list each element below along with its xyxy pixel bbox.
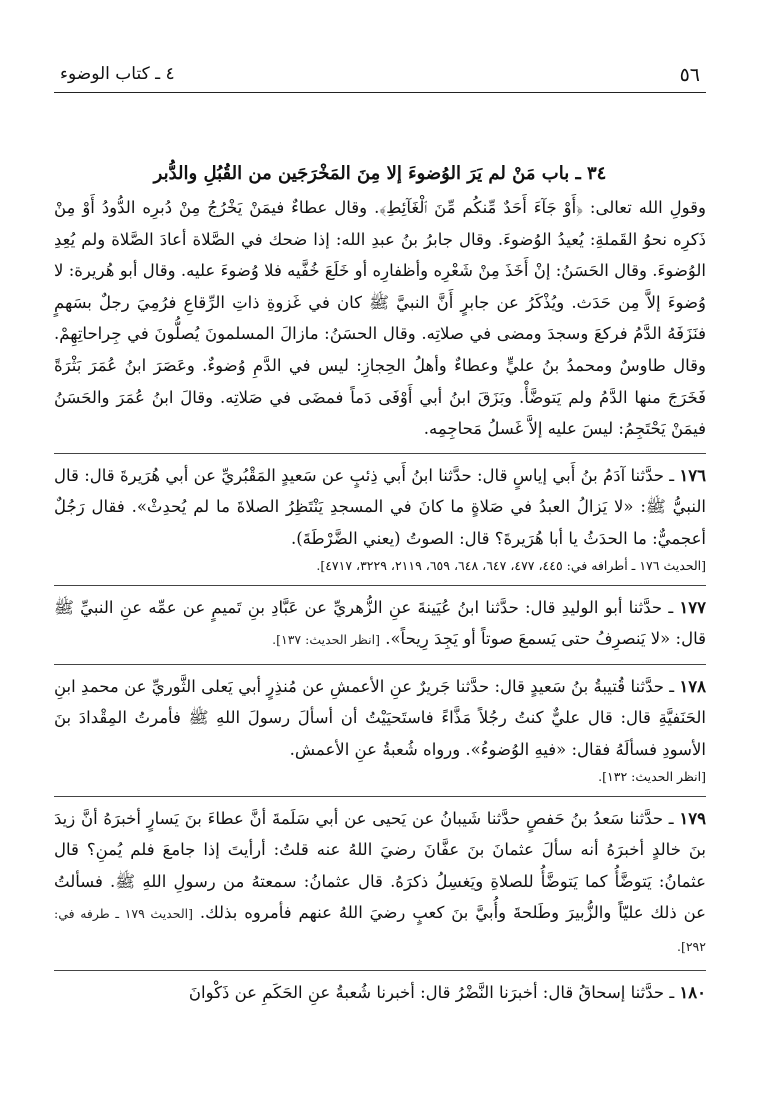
hadith-180	[54, 977, 706, 1009]
book-title: ٤ ـ كتاب الوضوء	[60, 64, 175, 84]
hadith-text: ـ حدَّثنا أبو الوليدِ قال: حدَّثنا ابنُ عُيَينةَ عنِ الزُّهريِّ عن عَبَّادِ بنِ تَميمٍ عن عمِّه عنِ النبيِّ ﷺ قال: «لا يَنصرِفُ حتى يَسمعَ صوتاً أو يَجِدَ رِيحاً».	[54, 597, 706, 649]
book-page	[54, 58, 706, 1088]
hadith-number: ١٧٩	[679, 808, 706, 828]
running-header	[54, 58, 706, 93]
chapter-intro: وقولِ الله تعالى: ﴿أَوْ جَآءَ أَحَدٌ مِّنكُم مِّنَ ٱلْغَآئِطِ﴾. وقال عطاءٌ فيمَنْ يَخْرُجُ مِنْ دُبرِه الدُّودُ أَوْ مِنْ ذَكرِه نحوُ القَملةِ: يُعيدُ الوُضوءَ. وقال جابرُ بنُ عبدِ الله: إذا ضحك في الصَّلاة أعادَ الصَّلاة ولم يُعِدِ الوُضوءَ. وقال الحَسَنُ: إنْ أَخَذَ مِنْ شَعْرِه وأظفارِه أو خَلَعَ خُفَّيه فلا وُضوءَ عليه. وقال أبو هُريرة: لا وُضوءَ إلاَّ مِن حَدَث. ويُذْكَرُ عن جابرٍ أَنَّ النبيَّ ﷺ كان في غَزوةِ ذاتِ الرِّقاعِ فرُمِيَ رجلٌ بسَهمٍ فنَزَفَهُ الدَّمُ فركعَ وسجدَ ومضى في صلاتِه. وقال الحسَنُ: مازالَ المسلمونَ يُصلُّونَ في جِراحاتِهِمْ. وقال طاوسٌ ومحمدُ بنُ عليٍّ وعطاءٌ وأهلُ الحِجازِ: ليس في الدَّمِ وُضوءٌ. وعَصَرَ ابنُ عُمَرَ بَثْرَةً فَخَرَجَ منها الدَّمُ ولم يَتوضَّأْ. وبَزَقَ ابنُ أبي أَوْفَى دَماً فمضَى في صَلاتِه. وقالَ ابنُ عُمَرَ والحَسَنُ فيمَنْ يَحْتَجِمُ: ليسَ عليه إلاَّ غَسلُ مَحاجِمِه.	[54, 198, 706, 439]
hadith-number: ١٧٨	[679, 676, 706, 696]
section-divider	[54, 664, 706, 665]
hadith-reference: [انظر الحديث: ١٣٧].	[272, 632, 380, 648]
hadith-text: ـ حدَّثنا سَعدُ بنُ حَفصٍ حدَّثنا شَيبانُ عن يَحيى عن أبي سَلَمةَ أنَّ عطاءَ بنَ يَسارٍ أخبرَهُ أنَّ زيدَ بنَ خالدٍ أخبرَهُ أنه سألَ عثمانَ بنَ عفَّانَ رضيَ اللهُ عنه قلتُ: أرأيتَ إذا جامعَ فلم يُمنِ؟ قال عثمانُ: يَتوضَّأُ كما يَتوضَّأُ للصلاةِ ويَغسِلُ ذكرَهُ. قال عثمانُ: سمعتهُ من رسولِ اللهِ ﷺ. فسألتُ عن ذلك عليّاً والزُّبيرَ وطَلحةَ وأُبيَّ بنَ كعبٍ رضيَ اللهُ عنهم فأمروه بذلك.	[54, 808, 707, 923]
hadith-text: ـ حدَّثنا قُتيبةُ بنُ سَعيدٍ قال: حدَّثنا جَريرٌ عنِ الأعمشِ عن مُنذِرٍ أبي يَعلى الثَّوريِّ عن محمدِ ابنِ الحَنَفيَّةِ قال: قال عليٌّ كنتُ رجُلاً مَذَّاءً فاستَحيَيْتُ أن أسألَ رسولَ اللهِ ﷺ فأمرتُ المِقْدادَ بنَ الأسودِ فسألَهُ فقال: «فيهِ الوُضوءُ». ورواه شُعبةُ عنِ الأعمش.	[54, 676, 706, 759]
section-divider	[54, 453, 706, 454]
hadith-text: ـ حدَّثنا آدَمُ بنُ أَبي إياسٍ قال: حدَّثنا ابنُ أَبي ذِئبٍ عن سَعيدٍ المَقْبُريِّ عن أبي هُرَيرةَ قال: قال النبيُّ ﷺ: «لا يَزالُ العبدُ في صَلاةٍ ما كانَ في المسجدِ يَنْتَظِرُ الصلاةَ ما لم يُحدِثْ». فقال رَجُلٌ أعجميٌّ: ما الحدَثُ يا أبا هُرَيرةَ؟ قال: الصوتُ (يعني الضَّرْطَةَ).	[54, 465, 706, 548]
hadith-number: ١٨٠	[679, 983, 706, 1003]
section-divider	[54, 796, 706, 797]
hadith-178	[54, 671, 706, 788]
hadith-text: ـ حدَّثنا إسحاقُ قال: أخبرَنا النَّضْرُ قال: أخبرنا شُعبةُ عنِ الحَكَمِ عن ذَكْوانَ	[188, 983, 675, 1003]
hadith-179	[54, 803, 706, 963]
hadith-176	[54, 460, 706, 577]
page-number: ٥٦	[679, 64, 700, 86]
hadith-number: ١٧٧	[679, 597, 706, 617]
hadith-reference: [انظر الحديث: ١٣٢].	[598, 768, 706, 784]
section-divider	[54, 970, 706, 971]
hadith-reference: [الحديث ١٧٦ ـ أطرافه في: ٤٤٥، ٤٧٧، ٦٤٧، ٦٤٨، ٦٥٩، ٢١١٩، ٣٢٢٩، ٤٧١٧].	[316, 557, 706, 573]
section-divider	[54, 585, 706, 586]
hadith-177	[54, 592, 706, 656]
hadith-number: ١٧٦	[679, 465, 706, 485]
chapter-title: ٣٤ ـ باب مَنْ لم يَرَ الوُضوءَ إلا مِنَ المَخْرَجَين من القُبُلِ والدُّبر	[153, 163, 607, 184]
hadith-reference: [الحديث ١٧٩ ـ طرفه في: ٢٩٢].	[54, 906, 706, 954]
